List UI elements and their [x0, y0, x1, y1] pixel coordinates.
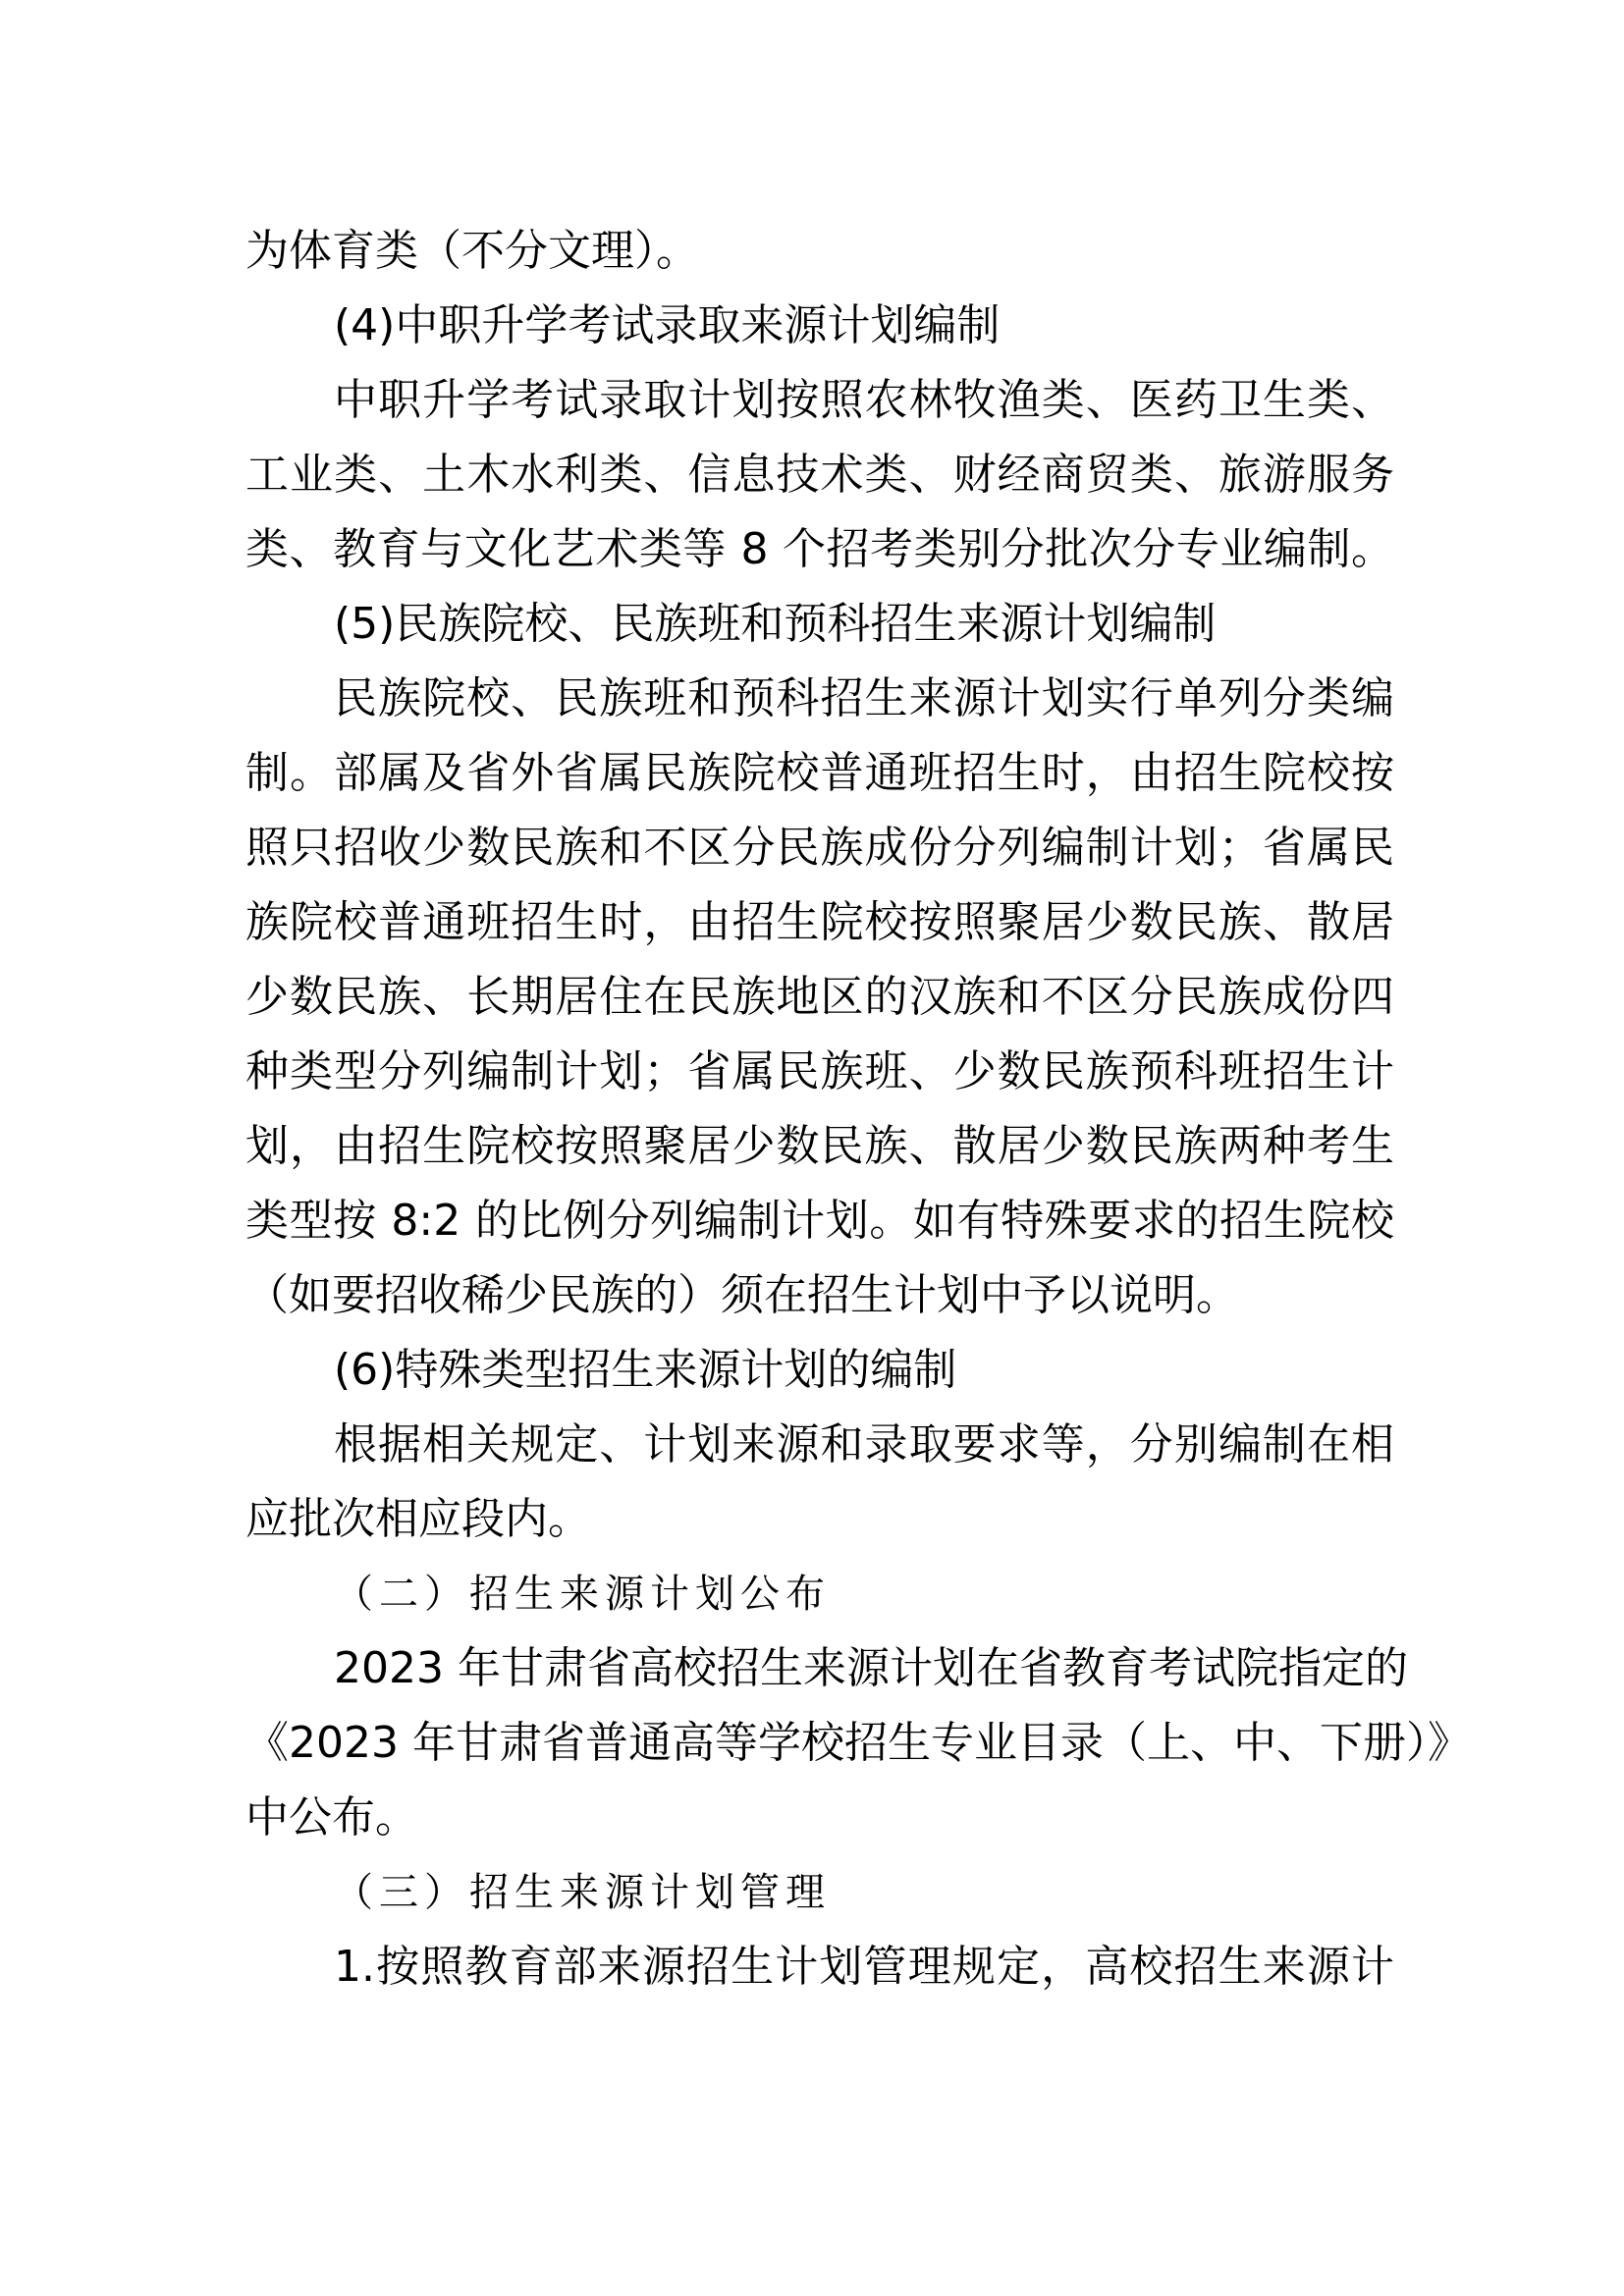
text-line: 1.按照教育部来源招生计划管理规定，高校招生来源计 — [334, 1942, 1394, 1992]
text-line: 制。部属及省外省属民族院校普通班招生时，由招生院校按 — [245, 748, 1394, 798]
text-line: 《2023 年甘肃省普通高等学校招生专业目录（上、中、下册）》 — [245, 1718, 1471, 1768]
section-heading: （二）招生来源计划公布 — [334, 1572, 831, 1617]
text-line: 应批次相应段内。 — [245, 1494, 591, 1544]
text-line: 族院校普通班招生时，由招生院校按照聚居少数民族、散居 — [245, 897, 1394, 947]
subsection-heading: (6)特殊类型招生来源计划的编制 — [334, 1345, 957, 1395]
text-line: 类型按 8:2 的比例分列编制计划。如有特殊要求的招生院校 — [245, 1196, 1394, 1246]
text-line: 种类型分列编制计划；省属民族班、少数民族预科班招生计 — [245, 1046, 1394, 1096]
subsection-heading: (5)民族院校、民族班和预科招生来源计划编制 — [334, 599, 1217, 649]
text-line: 照只招收少数民族和不区分民族成份分列编制计划；省属民 — [245, 823, 1394, 873]
text-line: 为体育类（不分文理）。 — [245, 226, 699, 276]
text-line: 少数民族、长期居住在民族地区的汉族和不区分民族成份四 — [245, 972, 1394, 1022]
text-line: 民族院校、民族班和预科招生来源计划实行单列分类编 — [334, 673, 1394, 723]
text-line: 中公布。 — [245, 1792, 418, 1842]
subsection-heading: (4)中职升学考试录取来源计划编制 — [334, 300, 1001, 350]
text-line: 工业类、土木水利类、信息技术类、财经商贸类、旅游服务 — [245, 450, 1394, 500]
text-line: 2023 年甘肃省高校招生来源计划在省教育考试院指定的 — [334, 1643, 1408, 1693]
text-line: 类、教育与文化艺术类等 8 个招考类别分批次分专业编制。 — [245, 524, 1394, 574]
text-line: 划，由招生院校按照聚居少数民族、散居少数民族两种考生 — [245, 1121, 1394, 1171]
text-line: （如要招收稀少民族的）须在招生计划中予以说明。 — [245, 1270, 1239, 1320]
text-line: 根据相关规定、计划来源和录取要求等，分别编制在相 — [334, 1419, 1394, 1469]
section-heading: （三）招生来源计划管理 — [334, 1870, 831, 1915]
text-line: 中职升学考试录取计划按照农林牧渔类、医药卫生类、 — [334, 375, 1394, 425]
